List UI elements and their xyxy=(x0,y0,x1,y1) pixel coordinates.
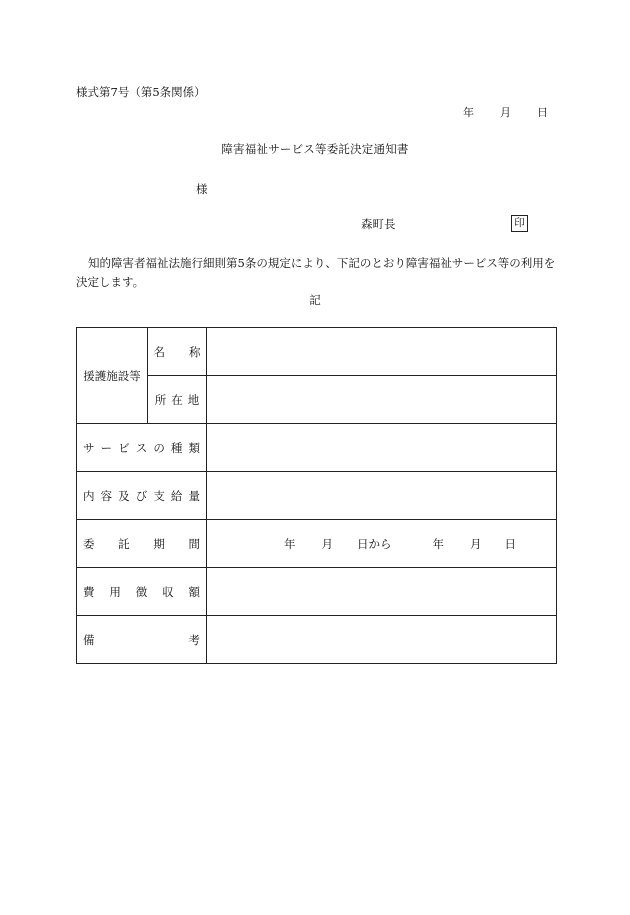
period-value[interactable] xyxy=(207,520,557,568)
date-month: 月 xyxy=(500,106,511,119)
ki-heading: 記 xyxy=(309,293,321,307)
table-row-address xyxy=(77,376,557,424)
table-row-service-type xyxy=(77,424,557,472)
table-row-content xyxy=(77,472,557,520)
seal-stamp: 印 xyxy=(511,215,528,232)
issuer-name: 森町長 xyxy=(361,217,396,231)
table-row-fee xyxy=(77,568,557,616)
period-day-from: 日から xyxy=(357,536,392,551)
period-year-to: 年 xyxy=(432,536,444,551)
facility-name-value[interactable] xyxy=(207,328,557,376)
addressee-suffix: 様 xyxy=(196,182,208,196)
period-month-from: 月 xyxy=(321,536,333,551)
facility-address-value[interactable] xyxy=(207,376,557,424)
period-year-from: 年 xyxy=(284,536,296,551)
service-type-value[interactable] xyxy=(207,424,557,472)
issue-date xyxy=(463,104,548,120)
remarks-value[interactable] xyxy=(207,616,557,664)
remarks-label: 備 考 xyxy=(77,616,207,664)
period-month-to: 月 xyxy=(470,536,482,551)
period-label: 委 託 期 間 xyxy=(77,520,207,568)
table-row-name xyxy=(77,328,557,376)
table-row-remarks xyxy=(77,616,557,664)
name-label: 名 称 xyxy=(148,328,207,376)
address-label: 所 在 地 xyxy=(148,376,207,424)
decision-table xyxy=(76,327,557,664)
body-paragraph: 知的障害者福祉法施行細則第5条の規定により、下記のとおり障害福祉サービス等の利用を決定します。 xyxy=(76,256,556,289)
document-title: 障害福祉サービス等委託決定通知書 xyxy=(221,142,409,156)
form-number: 様式第7号（第5条関係） xyxy=(76,85,206,99)
period-day-to: 日 xyxy=(504,536,516,551)
table-row-period xyxy=(77,520,557,568)
date-year: 年 xyxy=(463,106,474,119)
date-day: 日 xyxy=(537,106,548,119)
fee-label: 費 用 徴 収 額 xyxy=(77,568,207,616)
content-value[interactable] xyxy=(207,472,557,520)
fee-value[interactable] xyxy=(207,568,557,616)
content-label: 内 容 及 び 支 給 量 xyxy=(77,472,207,520)
facility-group-label: 援護施設等 xyxy=(77,328,148,424)
service-type-label: サ ー ビ ス の 種 類 xyxy=(77,424,207,472)
